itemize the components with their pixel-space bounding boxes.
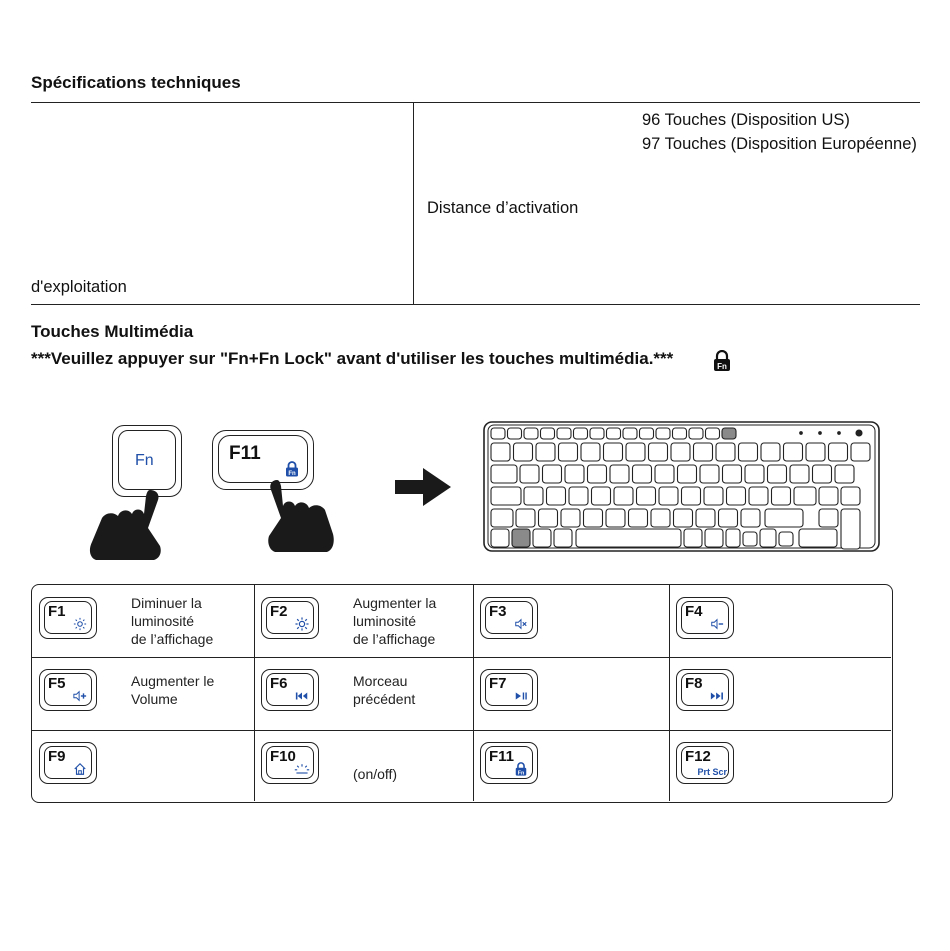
keyboard-key — [633, 465, 652, 483]
keyboard-key — [651, 509, 670, 527]
function-key-description — [131, 594, 213, 648]
keyboard-key — [541, 428, 555, 439]
keyboard-key — [684, 529, 702, 547]
spec-table-divider — [413, 102, 414, 304]
function-key-f9 — [39, 742, 97, 784]
indicator-light — [819, 432, 822, 435]
keyboard-key — [682, 487, 701, 505]
specs-title: Spécifications techniques — [31, 73, 241, 92]
keyboard-key — [607, 428, 621, 439]
keyboard-key — [694, 443, 713, 461]
keyboard-key — [841, 487, 860, 505]
keyboard-key — [835, 465, 854, 483]
function-key-label: F7 — [489, 675, 507, 692]
keyboard-key — [554, 529, 572, 547]
keyboard-key — [584, 509, 603, 527]
multimedia-key-cell — [32, 585, 254, 657]
spec-keys-us: 96 Touches (Disposition US) — [642, 111, 850, 129]
keyboard-key — [581, 443, 600, 461]
keyboard-key — [794, 487, 816, 505]
function-key-f3 — [480, 597, 538, 639]
multimedia-key-cell — [669, 657, 893, 730]
keyboard-illustration — [483, 421, 880, 552]
function-key-label: F11 — [489, 748, 515, 765]
fn-lock-icon — [712, 350, 732, 372]
keyboard-key — [629, 509, 648, 527]
keyboard-key — [696, 509, 715, 527]
multimedia-key-cell — [669, 730, 893, 802]
svg-text:Fn: Fn — [517, 770, 525, 776]
keyboard-key — [565, 465, 584, 483]
multimedia-key-cell — [32, 657, 254, 730]
keyboard-key — [678, 465, 697, 483]
f11-key-label: F11 — [229, 443, 261, 464]
keyboard-key — [705, 529, 723, 547]
home-icon — [72, 762, 88, 776]
keyboard-key — [649, 443, 668, 461]
description-line: Volume — [131, 691, 178, 707]
spec-table-bottom-border — [31, 304, 920, 305]
keyboard-key — [539, 509, 558, 527]
keyboard-key — [673, 428, 687, 439]
keyboard-key — [637, 487, 656, 505]
keyboard-key — [745, 465, 764, 483]
function-key-label: F8 — [685, 675, 703, 692]
keyboard-key — [841, 509, 860, 549]
keyboard-key — [614, 487, 633, 505]
keyboard-key — [674, 509, 693, 527]
keyboard-key — [491, 443, 510, 461]
spec-table-top-border — [31, 102, 920, 103]
keyboard-key — [829, 443, 848, 461]
print-screen-icon: Prt Scr — [697, 767, 727, 777]
keyboard-key — [768, 465, 787, 483]
function-key-label: F6 — [270, 675, 288, 692]
multimedia-key-cell — [669, 585, 893, 657]
keyboard-key — [659, 487, 678, 505]
keyboard-key — [588, 465, 607, 483]
keyboard-key — [784, 443, 803, 461]
keyboard-key — [790, 465, 809, 483]
multimedia-key-cell — [32, 730, 254, 802]
keyboard-key — [765, 509, 803, 527]
keyboard-key — [559, 443, 578, 461]
spec-exploitation-label: d'exploitation — [31, 278, 127, 296]
multimedia-key-cell — [254, 730, 473, 802]
brightness-up-icon — [294, 617, 310, 631]
description-line: Augmenter la — [353, 595, 437, 611]
keyboard-key — [760, 529, 776, 547]
previous-track-icon — [294, 689, 310, 703]
keyboard-key — [689, 428, 703, 439]
keyboard-key — [491, 465, 517, 483]
function-key-label: F4 — [685, 603, 703, 620]
keyboard-key — [592, 487, 611, 505]
description-line: de l’affichage — [131, 631, 214, 647]
function-key-f7 — [480, 669, 538, 711]
keyboard-key — [533, 529, 551, 547]
keyboard-key — [491, 529, 509, 547]
keyboard-key — [726, 529, 740, 547]
backlight-icon — [294, 762, 310, 776]
function-key-label: F9 — [48, 748, 66, 765]
description-line: (on/off) — [353, 766, 398, 782]
keyboard-key — [819, 487, 838, 505]
multimedia-keys-table — [31, 584, 893, 803]
indicator-light — [838, 432, 841, 435]
function-key-label: F10 — [270, 748, 296, 765]
function-key-label: F12 — [685, 748, 711, 765]
function-key-f6 — [261, 669, 319, 711]
function-key-f1 — [39, 597, 97, 639]
keyboard-key — [640, 428, 654, 439]
keyboard-key — [741, 509, 760, 527]
keyboard-key — [739, 443, 758, 461]
keyboard-key — [779, 532, 793, 546]
mute-icon — [513, 617, 529, 631]
keyboard-key — [604, 443, 623, 461]
keyboard-key — [610, 465, 629, 483]
svg-text:Fn: Fn — [717, 362, 727, 371]
arrow-right-icon — [395, 468, 451, 506]
keyboard-key — [806, 443, 825, 461]
function-key-label: F1 — [48, 603, 66, 620]
multimedia-title: Touches Multimédia — [31, 322, 194, 341]
keyboard-key — [514, 443, 533, 461]
indicator-light — [800, 432, 803, 435]
keyboard-key — [761, 443, 780, 461]
description-line: luminosité — [353, 613, 417, 629]
keyboard-key — [716, 443, 735, 461]
keyboard-key — [723, 465, 742, 483]
keyboard-key — [491, 428, 505, 439]
description-line: luminosité — [131, 613, 195, 629]
keyboard-key — [623, 428, 637, 439]
pressing-hand-icon — [88, 488, 168, 563]
keyboard-key — [524, 487, 543, 505]
multimedia-key-cell — [473, 585, 669, 657]
keyboard-key — [536, 443, 555, 461]
keyboard-key — [590, 428, 604, 439]
fn-key-label: Fn — [135, 452, 154, 469]
spec-activation-label: Distance d’activation — [427, 199, 579, 217]
play-pause-icon — [513, 689, 529, 703]
keyboard-key — [520, 465, 539, 483]
spec-keys-eu: 97 Touches (Disposition Européenne) — [642, 135, 917, 153]
function-key-f5 — [39, 669, 97, 711]
keyboard-key — [813, 465, 832, 483]
multimedia-key-cell — [254, 585, 473, 657]
keyboard-key — [706, 428, 720, 439]
keyboard-key — [655, 465, 674, 483]
volume-up-icon — [72, 689, 88, 703]
keyboard-key — [626, 443, 645, 461]
keyboard-key — [576, 529, 681, 547]
function-key-f2 — [261, 597, 319, 639]
keyboard-key — [799, 529, 837, 547]
keyboard-key — [656, 428, 670, 439]
keyboard-key — [743, 532, 757, 546]
keyboard-key — [719, 509, 738, 527]
function-key-description — [353, 594, 436, 648]
keyboard-key — [851, 443, 870, 461]
keyboard-key — [727, 487, 746, 505]
function-key-label: F2 — [270, 603, 288, 620]
keyboard-key — [772, 487, 791, 505]
keyboard-key — [547, 487, 566, 505]
keyboard-key — [512, 529, 530, 547]
description-line: Diminuer la — [131, 595, 202, 611]
keyboard-key — [569, 487, 588, 505]
multimedia-notice: ***Veuillez appuyer sur "Fn+Fn Lock" avant d'utiliser les touches multimédia.*** — [31, 349, 674, 368]
keyboard-key — [574, 428, 588, 439]
keyboard-key — [704, 487, 723, 505]
function-key-f4 — [676, 597, 734, 639]
function-key-description — [353, 672, 415, 708]
keyboard-key — [543, 465, 562, 483]
next-track-icon — [709, 689, 725, 703]
multimedia-key-cell — [473, 657, 669, 730]
keyboard-key — [722, 428, 736, 439]
function-key-description — [131, 672, 214, 708]
function-key-f11 — [480, 742, 538, 784]
keyboard-key — [508, 428, 522, 439]
function-key-description — [353, 765, 397, 783]
keyboard-key — [524, 428, 538, 439]
keyboard-key — [561, 509, 580, 527]
keyboard-key — [557, 428, 571, 439]
description-line: Morceau — [353, 673, 408, 689]
fn-lock-icon — [513, 762, 529, 776]
multimedia-key-cell — [254, 657, 473, 730]
fn-key-illustration — [112, 425, 182, 497]
keyboard-key — [516, 509, 535, 527]
fn-lock-icon — [285, 461, 299, 477]
function-key-f8 — [676, 669, 734, 711]
description-line: précédent — [353, 691, 416, 707]
keyboard-key — [671, 443, 690, 461]
keyboard-key — [819, 509, 838, 527]
keyboard-key — [491, 509, 513, 527]
function-key-f10 — [261, 742, 319, 784]
description-line: Augmenter le — [131, 673, 215, 689]
keyboard-key — [700, 465, 719, 483]
keyboard-key — [491, 487, 521, 505]
multimedia-key-cell — [473, 730, 669, 802]
keyboard-key — [749, 487, 768, 505]
function-key-label: F3 — [489, 603, 507, 620]
function-key-f12 — [676, 742, 734, 784]
function-key-label: F5 — [48, 675, 66, 692]
keyboard-key — [606, 509, 625, 527]
volume-down-icon — [709, 617, 725, 631]
svg-text:Fn: Fn — [288, 471, 296, 477]
brightness-down-icon — [72, 617, 88, 631]
description-line: de l’affichage — [353, 631, 436, 647]
pressing-hand-icon — [255, 478, 337, 558]
indicator-light — [856, 430, 862, 436]
